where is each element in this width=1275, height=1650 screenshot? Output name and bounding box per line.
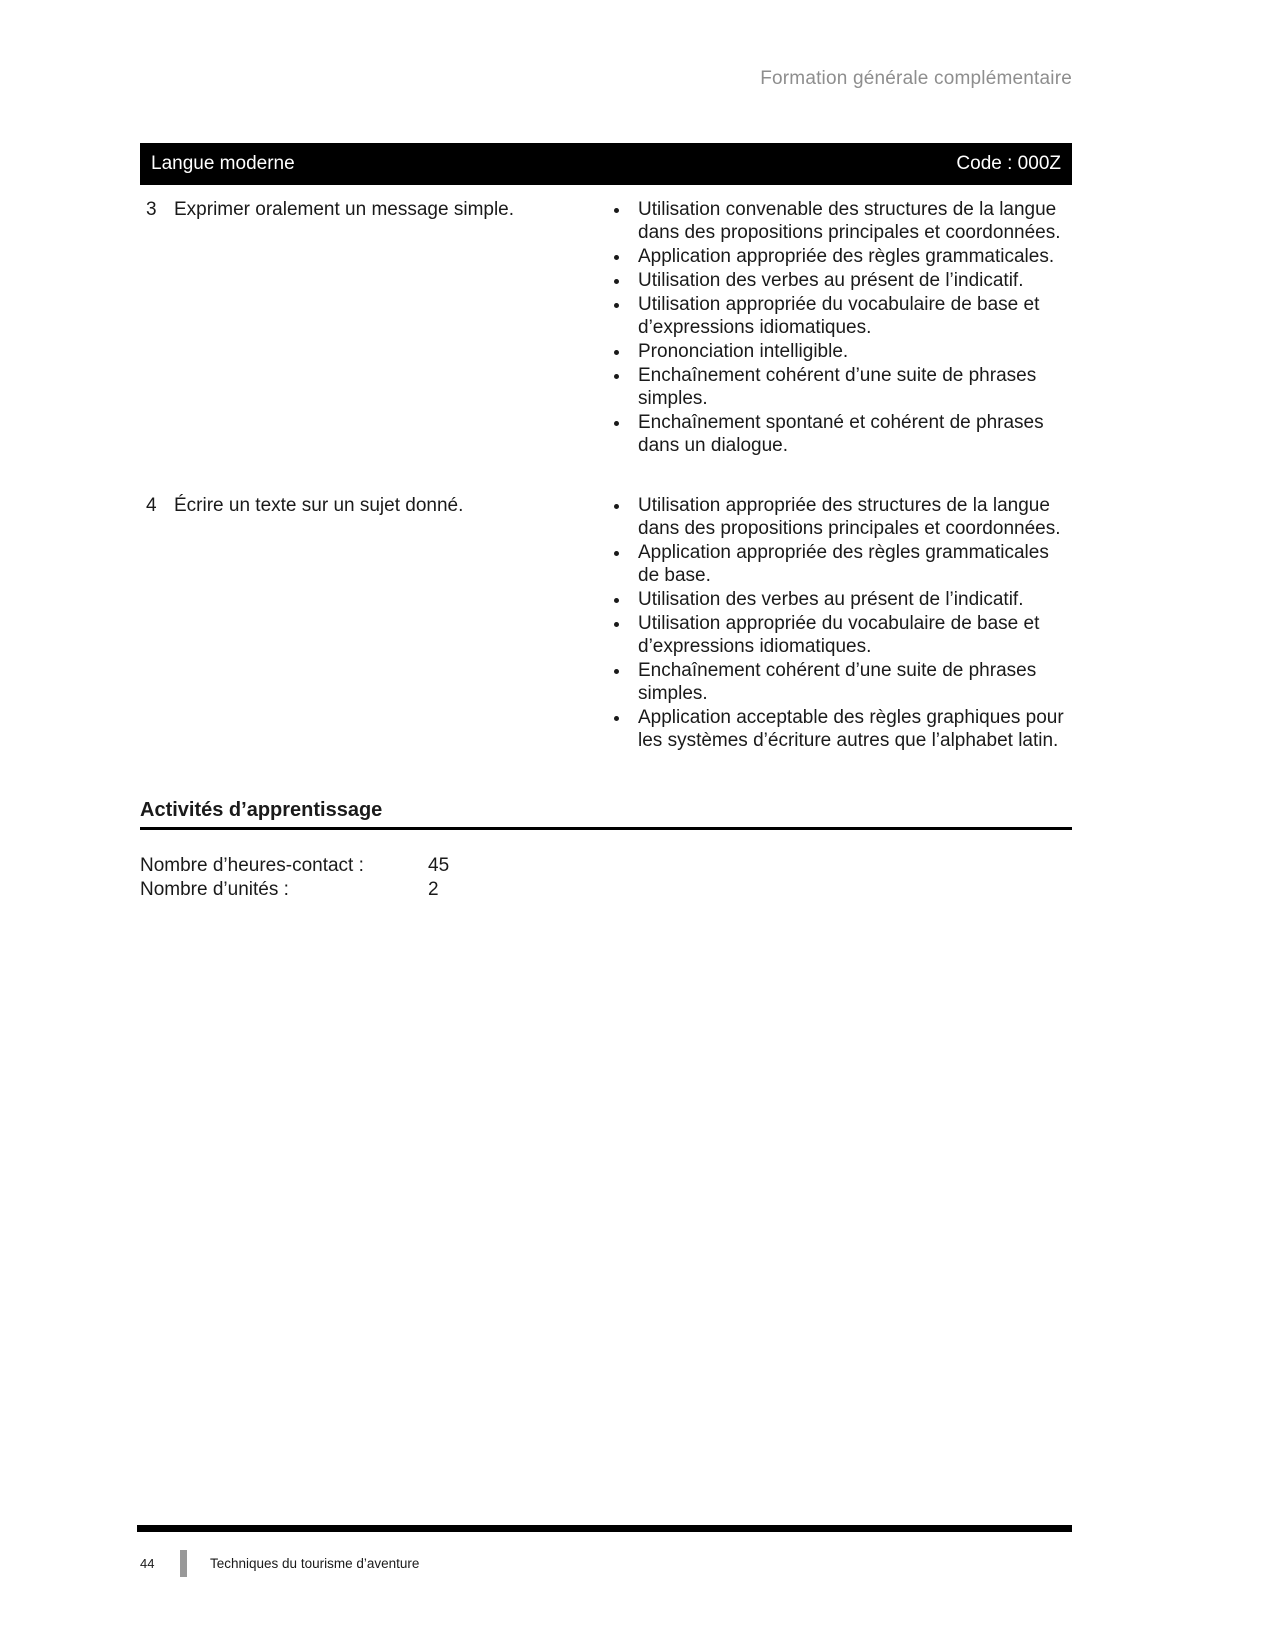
hours-contact-row [140,854,1072,878]
activities-section [140,799,1072,902]
objective-number: 3 [146,199,157,220]
criterion-item: • Enchaînement spontané et cohérent de phrases dans un dialogue. [631,411,1072,457]
course-code: Code : 000Z [956,153,1061,174]
course-title: Langue moderne [151,153,295,174]
units-value: 2 [428,879,439,900]
objective-number: 4 [146,495,157,516]
page-number: 44 [140,1556,155,1571]
activities-rows [140,854,1072,902]
program-name: Techniques du tourisme d’aventure [210,1556,420,1571]
course-banner [140,143,1072,185]
units-label: Nombre d’unités : [140,879,289,900]
objective-criteria [610,198,1072,458]
objective-criteria [610,494,1072,753]
footer-divider-bar [180,1550,187,1577]
criteria-list [610,494,1072,752]
objective-statement [140,198,610,221]
hours-contact-label: Nombre d’heures-contact : [140,855,364,876]
criterion-item: • Enchaînement cohérent d’une suite de phrases simples. [631,659,1072,705]
hours-contact-value: 45 [428,855,450,876]
footer-rule [137,1525,1072,1532]
criterion-item: • Utilisation convenable des structures de la langue dans des propositions principales et coordonnées. [631,198,1072,244]
criterion-item: • Utilisation appropriée du vocabulaire de base et d’expressions idiomatiques. [631,612,1072,658]
objective-row-3 [140,198,1072,458]
criterion-item: • Utilisation appropriée du vocabulaire de base et d’expressions idiomatiques. [631,293,1072,339]
page-footer [140,1550,1072,1577]
content-area [140,143,1072,902]
objective-row-4 [140,494,1072,753]
objective-text: Écrire un texte sur un sujet donné. [174,495,464,516]
objective-statement [140,494,610,517]
units-row [140,878,1072,902]
criterion-item: • Application acceptable des règles graphiques pour les systèmes d’écriture autres que l’alphabet latin. [631,706,1072,752]
criterion-item: • Utilisation des verbes au présent de l’indicatif. [631,269,1072,292]
activities-title: Activités d’apprentissage [140,799,1072,830]
running-header: Formation générale complémentaire [760,68,1072,89]
criterion-item: • Application appropriée des règles grammaticales de base. [631,541,1072,587]
criterion-item: • Application appropriée des règles grammaticales. [631,245,1072,268]
criterion-item: • Enchaînement cohérent d’une suite de phrases simples. [631,364,1072,410]
criterion-item: • Prononciation intelligible. [631,340,1072,363]
criterion-item: • Utilisation appropriée des structures de la langue dans des propositions principales et coordonnées. [631,494,1072,540]
criterion-item: • Utilisation des verbes au présent de l’indicatif. [631,588,1072,611]
criteria-list [610,198,1072,457]
objective-text: Exprimer oralement un message simple. [174,199,515,220]
